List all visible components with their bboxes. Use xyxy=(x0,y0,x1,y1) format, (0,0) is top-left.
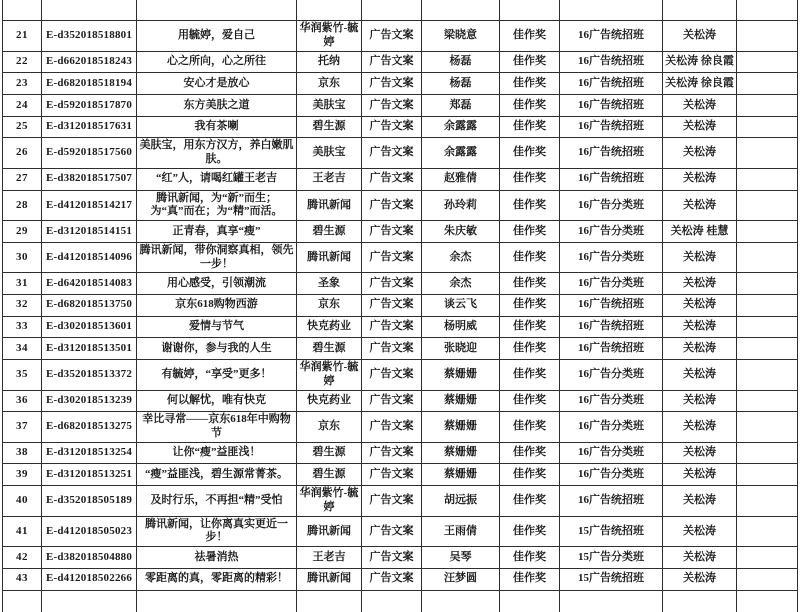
cell-class: 16广告统招班 xyxy=(560,116,663,138)
cell-brand: 美肤宝 xyxy=(297,95,362,117)
cell-author: 朱庆敏 xyxy=(422,221,500,243)
cell-empty xyxy=(737,190,798,221)
cell-brand: 腾讯新闻 xyxy=(297,190,362,221)
cell-author: 余杰 xyxy=(422,273,500,295)
cell-empty xyxy=(737,51,798,73)
table-row xyxy=(3,412,798,443)
cell-teacher: 关松涛 xyxy=(663,138,737,169)
cell-work-title: 让你“瘦”益匪浅！ xyxy=(137,442,297,464)
partial-row-top xyxy=(3,0,798,21)
cell-work-title: 美肤宝，用东方汉方，养白嫩肌肤。 xyxy=(137,138,297,169)
cell-empty xyxy=(737,73,798,95)
cell-award: 佳作奖 xyxy=(500,73,560,95)
cell-teacher: 关松涛 xyxy=(663,568,737,590)
cell-work-title: 爱情与节气 xyxy=(137,316,297,338)
cell-category: 广告文案 xyxy=(362,116,422,138)
cell-author: 赵雅倩 xyxy=(422,168,500,190)
cell-teacher: 关松涛 xyxy=(663,412,737,443)
table-row xyxy=(3,190,798,221)
cell-entry-id: E-d312018513254 xyxy=(42,442,137,464)
cell-empty xyxy=(737,95,798,117)
cell-teacher: 关松涛 xyxy=(663,116,737,138)
cell-category: 广告文案 xyxy=(362,273,422,295)
award-table-body xyxy=(3,0,798,612)
cell-brand: 碧生源 xyxy=(297,338,362,360)
cell-teacher: 关松涛 xyxy=(663,21,737,52)
cell-row-number: 26 xyxy=(3,138,42,169)
cell-class: 16广告统招班 xyxy=(560,316,663,338)
cell-work-title: 安心才是放心 xyxy=(137,73,297,95)
cell-work-title: 心之所向，心之所往 xyxy=(137,51,297,73)
cell-work-title: 幸比寻常——京东618年中购物节 xyxy=(137,412,297,443)
cell-brand: 京东 xyxy=(297,295,362,317)
cell-award: 佳作奖 xyxy=(500,190,560,221)
cell-teacher: 关松涛 xyxy=(663,516,737,547)
cell-entry-id: E-d412018514096 xyxy=(42,242,137,273)
cell-work-title: 用毓婷，爱自己 xyxy=(137,21,297,52)
table-row xyxy=(3,168,798,190)
cell-award: 佳作奖 xyxy=(500,95,560,117)
cell-teacher: 关松涛 徐良霞 xyxy=(663,51,737,73)
table-row xyxy=(3,360,798,391)
cell-work-title: “瘦”益匪浅，碧生源常菁茶。 xyxy=(137,464,297,486)
table-row xyxy=(3,73,798,95)
cell-entry-id: E-d312018514151 xyxy=(42,221,137,243)
cell-category: 广告文案 xyxy=(362,95,422,117)
cell-work-title: 祛暑消热 xyxy=(137,547,297,569)
cell-empty xyxy=(737,221,798,243)
cell-class: 16广告统招班 xyxy=(560,295,663,317)
cell-category: 广告文案 xyxy=(362,516,422,547)
cell-row-number: 39 xyxy=(3,464,42,486)
table-row xyxy=(3,51,798,73)
cell-teacher: 关松涛 xyxy=(663,390,737,412)
cell-class: 15广告分类班 xyxy=(560,547,663,569)
cell-brand: 碧生源 xyxy=(297,116,362,138)
cell-entry-id: E-d412018505023 xyxy=(42,516,137,547)
cell-category: 广告文案 xyxy=(362,221,422,243)
cell-award: 佳作奖 xyxy=(500,338,560,360)
cell-author: 蔡姗姗 xyxy=(422,464,500,486)
cell-class: 16广告统招班 xyxy=(560,486,663,517)
cell-entry-id: E-d412018502266 xyxy=(42,568,137,590)
cell-teacher: 关松涛 xyxy=(663,547,737,569)
cell-empty xyxy=(737,116,798,138)
cell-row-number: 37 xyxy=(3,412,42,443)
cell-author: 余露露 xyxy=(422,116,500,138)
table-row xyxy=(3,273,798,295)
cell-empty xyxy=(737,390,798,412)
table-row xyxy=(3,316,798,338)
cell-class: 16广告分类班 xyxy=(560,190,663,221)
cell-class: 16广告分类班 xyxy=(560,242,663,273)
cell-award: 佳作奖 xyxy=(500,547,560,569)
cell-category: 广告文案 xyxy=(362,242,422,273)
cell-class: 16广告统招班 xyxy=(560,138,663,169)
cell-author: 杨磊 xyxy=(422,73,500,95)
cell-row-number: 28 xyxy=(3,190,42,221)
cell-work-title: 腾讯新闻，为“新”而生；为“真”而在；为“精”而活。 xyxy=(137,190,297,221)
cell-author: 余杰 xyxy=(422,242,500,273)
table-row xyxy=(3,221,798,243)
table-row xyxy=(3,138,798,169)
cell-row-number: 32 xyxy=(3,295,42,317)
table-row xyxy=(3,295,798,317)
cell-class: 16广告分类班 xyxy=(560,221,663,243)
cell-category: 广告文案 xyxy=(362,138,422,169)
cell-empty xyxy=(737,547,798,569)
cell-row-number: 34 xyxy=(3,338,42,360)
cell-empty xyxy=(737,464,798,486)
cell-row-number: 40 xyxy=(3,486,42,517)
cell-class: 16广告统招班 xyxy=(560,51,663,73)
cell-class: 15广告统招班 xyxy=(560,516,663,547)
cell-category: 广告文案 xyxy=(362,464,422,486)
cell-empty xyxy=(737,360,798,391)
cell-award: 佳作奖 xyxy=(500,242,560,273)
cell-brand: 京东 xyxy=(297,73,362,95)
cell-category: 广告文案 xyxy=(362,338,422,360)
cell-empty xyxy=(737,442,798,464)
cell-class: 15广告统招班 xyxy=(560,568,663,590)
cell-teacher: 关松涛 xyxy=(663,273,737,295)
table-row xyxy=(3,547,798,569)
cell-empty xyxy=(737,138,798,169)
cell-row-number: 21 xyxy=(3,21,42,52)
cell-author: 张晓迎 xyxy=(422,338,500,360)
cell-work-title: 有毓婷，“享受”更多！ xyxy=(137,360,297,391)
cell-empty xyxy=(737,568,798,590)
cell-author: 孙玲莉 xyxy=(422,190,500,221)
cell-entry-id: E-d312018513251 xyxy=(42,464,137,486)
cell-brand: 碧生源 xyxy=(297,464,362,486)
cell-class: 16广告统招班 xyxy=(560,21,663,52)
table-row xyxy=(3,116,798,138)
cell-teacher: 关松涛 xyxy=(663,464,737,486)
cell-category: 广告文案 xyxy=(362,486,422,517)
cell-author: 胡远振 xyxy=(422,486,500,517)
cell-work-title: “红”人，请喝红罐王老吉 xyxy=(137,168,297,190)
cell-class: 16广告分类班 xyxy=(560,360,663,391)
cell-award: 佳作奖 xyxy=(500,295,560,317)
cell-author: 蔡姗姗 xyxy=(422,360,500,391)
cell-category: 广告文案 xyxy=(362,51,422,73)
cell-award: 佳作奖 xyxy=(500,360,560,391)
cell-work-title: 京东618购物西游 xyxy=(137,295,297,317)
cell-brand: 华润紫竹-毓婷 xyxy=(297,360,362,391)
cell-brand: 华润紫竹-毓婷 xyxy=(297,21,362,52)
cell-teacher: 关松涛 xyxy=(663,242,737,273)
cell-category: 广告文案 xyxy=(362,568,422,590)
cell-award: 佳作奖 xyxy=(500,116,560,138)
cell-author: 汪梦圆 xyxy=(422,568,500,590)
cell-row-number: 22 xyxy=(3,51,42,73)
cell-row-number: 42 xyxy=(3,547,42,569)
cell-row-number: 25 xyxy=(3,116,42,138)
cell-class: 16广告统招班 xyxy=(560,338,663,360)
cell-category: 广告文案 xyxy=(362,442,422,464)
cell-row-number: 24 xyxy=(3,95,42,117)
award-table xyxy=(2,0,798,612)
cell-teacher: 关松涛 xyxy=(663,95,737,117)
cell-brand: 碧生源 xyxy=(297,442,362,464)
cell-brand: 腾讯新闻 xyxy=(297,568,362,590)
cell-award: 佳作奖 xyxy=(500,273,560,295)
cell-work-title: 东方美肤之道 xyxy=(137,95,297,117)
cell-entry-id: E-d352018513372 xyxy=(42,360,137,391)
cell-entry-id: E-d592018517870 xyxy=(42,95,137,117)
cell-teacher: 关松涛 xyxy=(663,168,737,190)
cell-award: 佳作奖 xyxy=(500,51,560,73)
cell-category: 广告文案 xyxy=(362,168,422,190)
table-row xyxy=(3,486,798,517)
cell-award: 佳作奖 xyxy=(500,442,560,464)
cell-class: 16广告分类班 xyxy=(560,464,663,486)
cell-entry-id: E-d382018517507 xyxy=(42,168,137,190)
cell-brand: 快克药业 xyxy=(297,316,362,338)
cell-empty xyxy=(737,295,798,317)
cell-category: 广告文案 xyxy=(362,21,422,52)
cell-teacher: 关松涛 xyxy=(663,295,737,317)
cell-author: 谈云飞 xyxy=(422,295,500,317)
cell-work-title: 谢谢你，参与我的人生 xyxy=(137,338,297,360)
cell-teacher: 关松涛 xyxy=(663,338,737,360)
cell-empty xyxy=(737,168,798,190)
cell-award: 佳作奖 xyxy=(500,486,560,517)
table-row xyxy=(3,21,798,52)
cell-author: 蔡姗姗 xyxy=(422,442,500,464)
cell-entry-id: E-d412018514217 xyxy=(42,190,137,221)
table-row xyxy=(3,442,798,464)
cell-award: 佳作奖 xyxy=(500,138,560,169)
cell-entry-id: E-d662018518243 xyxy=(42,51,137,73)
cell-entry-id: E-d352018505189 xyxy=(42,486,137,517)
cell-author: 郑磊 xyxy=(422,95,500,117)
cell-teacher: 关松涛 徐良霞 xyxy=(663,73,737,95)
cell-brand: 圣象 xyxy=(297,273,362,295)
cell-teacher: 关松涛 xyxy=(663,190,737,221)
cell-brand: 托纳 xyxy=(297,51,362,73)
cell-award: 佳作奖 xyxy=(500,516,560,547)
cell-teacher: 关松涛 xyxy=(663,442,737,464)
cell-author: 杨磊 xyxy=(422,51,500,73)
cell-empty xyxy=(737,338,798,360)
cell-category: 广告文案 xyxy=(362,190,422,221)
cell-row-number: 31 xyxy=(3,273,42,295)
cell-award: 佳作奖 xyxy=(500,464,560,486)
cell-empty xyxy=(737,21,798,52)
cell-author: 杨明威 xyxy=(422,316,500,338)
cell-row-number: 36 xyxy=(3,390,42,412)
cell-author: 蔡姗姗 xyxy=(422,412,500,443)
cell-brand: 美肤宝 xyxy=(297,138,362,169)
cell-work-title: 零距离的真，零距离的精彩！ xyxy=(137,568,297,590)
cell-category: 广告文案 xyxy=(362,360,422,391)
cell-empty xyxy=(737,486,798,517)
cell-empty xyxy=(737,242,798,273)
cell-brand: 腾讯新闻 xyxy=(297,242,362,273)
cell-teacher: 关松涛 xyxy=(663,360,737,391)
cell-category: 广告文案 xyxy=(362,390,422,412)
cell-row-number: 27 xyxy=(3,168,42,190)
cell-brand: 王老吉 xyxy=(297,168,362,190)
cell-category: 广告文案 xyxy=(362,73,422,95)
cell-entry-id: E-d302018513239 xyxy=(42,390,137,412)
table-row xyxy=(3,338,798,360)
cell-award: 佳作奖 xyxy=(500,21,560,52)
cell-row-number: 35 xyxy=(3,360,42,391)
cell-row-number: 33 xyxy=(3,316,42,338)
cell-award: 佳作奖 xyxy=(500,390,560,412)
cell-brand: 京东 xyxy=(297,412,362,443)
cell-award: 佳作奖 xyxy=(500,221,560,243)
cell-category: 广告文案 xyxy=(362,412,422,443)
cell-class: 16广告分类班 xyxy=(560,273,663,295)
cell-class: 16广告统招班 xyxy=(560,73,663,95)
cell-author: 余露露 xyxy=(422,138,500,169)
cell-class: 16广告分类班 xyxy=(560,442,663,464)
cell-empty xyxy=(737,316,798,338)
cell-work-title: 我有茶喇 xyxy=(137,116,297,138)
table-row xyxy=(3,568,798,590)
cell-award: 佳作奖 xyxy=(500,316,560,338)
cell-class: 16广告统招班 xyxy=(560,95,663,117)
cell-author: 蔡姗姗 xyxy=(422,390,500,412)
cell-work-title: 用心感受，引领潮流 xyxy=(137,273,297,295)
cell-award: 佳作奖 xyxy=(500,168,560,190)
cell-award: 佳作奖 xyxy=(500,568,560,590)
cell-brand: 快克药业 xyxy=(297,390,362,412)
cell-brand: 华润紫竹-毓婷 xyxy=(297,486,362,517)
cell-category: 广告文案 xyxy=(362,547,422,569)
cell-teacher: 关松涛 xyxy=(663,486,737,517)
cell-row-number: 43 xyxy=(3,568,42,590)
cell-empty xyxy=(737,516,798,547)
cell-teacher: 关松涛 xyxy=(663,316,737,338)
partial-row-bottom xyxy=(3,590,798,612)
cell-entry-id: E-d352018518801 xyxy=(42,21,137,52)
cell-work-title: 腾讯新闻，带你洞察真相，领先一步！ xyxy=(137,242,297,273)
cell-entry-id: E-d312018513501 xyxy=(42,338,137,360)
cell-row-number: 30 xyxy=(3,242,42,273)
table-row xyxy=(3,516,798,547)
cell-row-number: 38 xyxy=(3,442,42,464)
cell-brand: 腾讯新闻 xyxy=(297,516,362,547)
cell-teacher: 关松涛 桂慧 xyxy=(663,221,737,243)
cell-row-number: 41 xyxy=(3,516,42,547)
cell-entry-id: E-d382018504880 xyxy=(42,547,137,569)
cell-class: 16广告统招班 xyxy=(560,168,663,190)
cell-work-title: 何以解忧，唯有快克 xyxy=(137,390,297,412)
cell-entry-id: E-d682018513750 xyxy=(42,295,137,317)
cell-empty xyxy=(737,412,798,443)
cell-author: 梁晓意 xyxy=(422,21,500,52)
cell-brand: 碧生源 xyxy=(297,221,362,243)
table-row xyxy=(3,390,798,412)
cell-entry-id: E-d642018514083 xyxy=(42,273,137,295)
cell-award: 佳作奖 xyxy=(500,412,560,443)
cell-work-title: 正青春，真享“瘦” xyxy=(137,221,297,243)
cell-class: 16广告分类班 xyxy=(560,390,663,412)
cell-category: 广告文案 xyxy=(362,316,422,338)
cell-row-number: 23 xyxy=(3,73,42,95)
cell-work-title: 腾讯新闻，让你离真实更近一步！ xyxy=(137,516,297,547)
cell-entry-id: E-d682018513275 xyxy=(42,412,137,443)
cell-author: 王雨倩 xyxy=(422,516,500,547)
table-row xyxy=(3,464,798,486)
cell-class: 16广告分类班 xyxy=(560,412,663,443)
cell-entry-id: E-d592018517560 xyxy=(42,138,137,169)
cell-entry-id: E-d302018513601 xyxy=(42,316,137,338)
cell-author: 吴琴 xyxy=(422,547,500,569)
cell-row-number: 29 xyxy=(3,221,42,243)
cell-entry-id: E-d682018518194 xyxy=(42,73,137,95)
cell-work-title: 及时行乐，不再担“精”受怕 xyxy=(137,486,297,517)
table-row xyxy=(3,242,798,273)
cell-brand: 王老吉 xyxy=(297,547,362,569)
cell-entry-id: E-d312018517631 xyxy=(42,116,137,138)
table-row xyxy=(3,95,798,117)
cell-category: 广告文案 xyxy=(362,295,422,317)
cell-empty xyxy=(737,273,798,295)
